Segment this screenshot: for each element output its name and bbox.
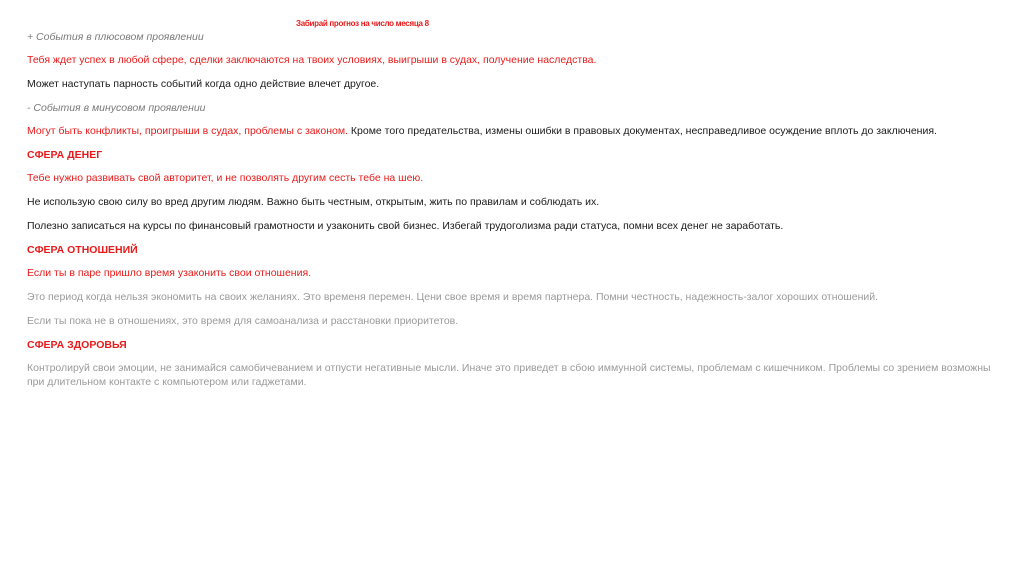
slide-title: Забирай прогноз на число месяца 8 xyxy=(296,19,429,28)
relations-text-red: Если ты в паре пришло время узаконить свои отношения. xyxy=(27,267,312,279)
negative-paragraph xyxy=(27,124,993,138)
health-heading: СФЕРА ЗДОРОВЬЯ xyxy=(27,339,127,351)
negative-text-red: Могут быть конфликты, проигрыши в судах, проблемы с законом. xyxy=(27,125,348,137)
health-text: Контролируй свои эмоции, не занимайся самобичеванием и отпусти негативные мысли. Иначе это приведет в сбою иммунной системы, проблемам с кишечником. Проблемы со зрением возможны при длительном контакте с компьютером или гаджетами. xyxy=(27,362,991,388)
relations-text-gray-2: Если ты пока не в отношениях, это время для самоанализа и расстановки приоритетов. xyxy=(27,315,459,327)
negative-text-dark: Кроме того предательства, измены ошибки в правовых документах, несправедливое осуждение вплоть до заключения. xyxy=(347,125,937,137)
money-text-1: Не использую свою силу во вред другим людям. Важно быть честным, открытым, жить по правилам и соблюдать их. xyxy=(27,196,600,208)
negative-heading: - События в минусовом проявлении xyxy=(27,102,206,114)
money-text-2: Полезно записаться на курсы по финансовый грамотности и узаконить свой бизнес. Избегай трудоголизма ради статуса, помни всех денег не заработать. xyxy=(27,220,784,232)
relations-text-gray-1: Это период когда нельзя экономить на своих желаниях. Это временя перемен. Цени свое время и время партнера. Помни честность, надежность-залог хороших отношений. xyxy=(27,291,879,303)
positive-text: Тебя ждет успех в любой сфере, сделки заключаются на твоих условиях, выигрыши в судах, получение наследства. xyxy=(27,54,597,66)
pairing-text: Может наступать парность событий когда одно действие влечет другое. xyxy=(27,78,380,90)
positive-heading: + События в плюсовом проявлении xyxy=(27,31,204,43)
money-text-red: Тебе нужно развивать свой авторитет, и не позволять другим сесть тебе на шею. xyxy=(27,172,424,184)
slide-content xyxy=(27,30,993,399)
relations-heading: СФЕРА ОТНОШЕНИЙ xyxy=(27,244,138,256)
money-heading: СФЕРА ДЕНЕГ xyxy=(27,149,103,161)
